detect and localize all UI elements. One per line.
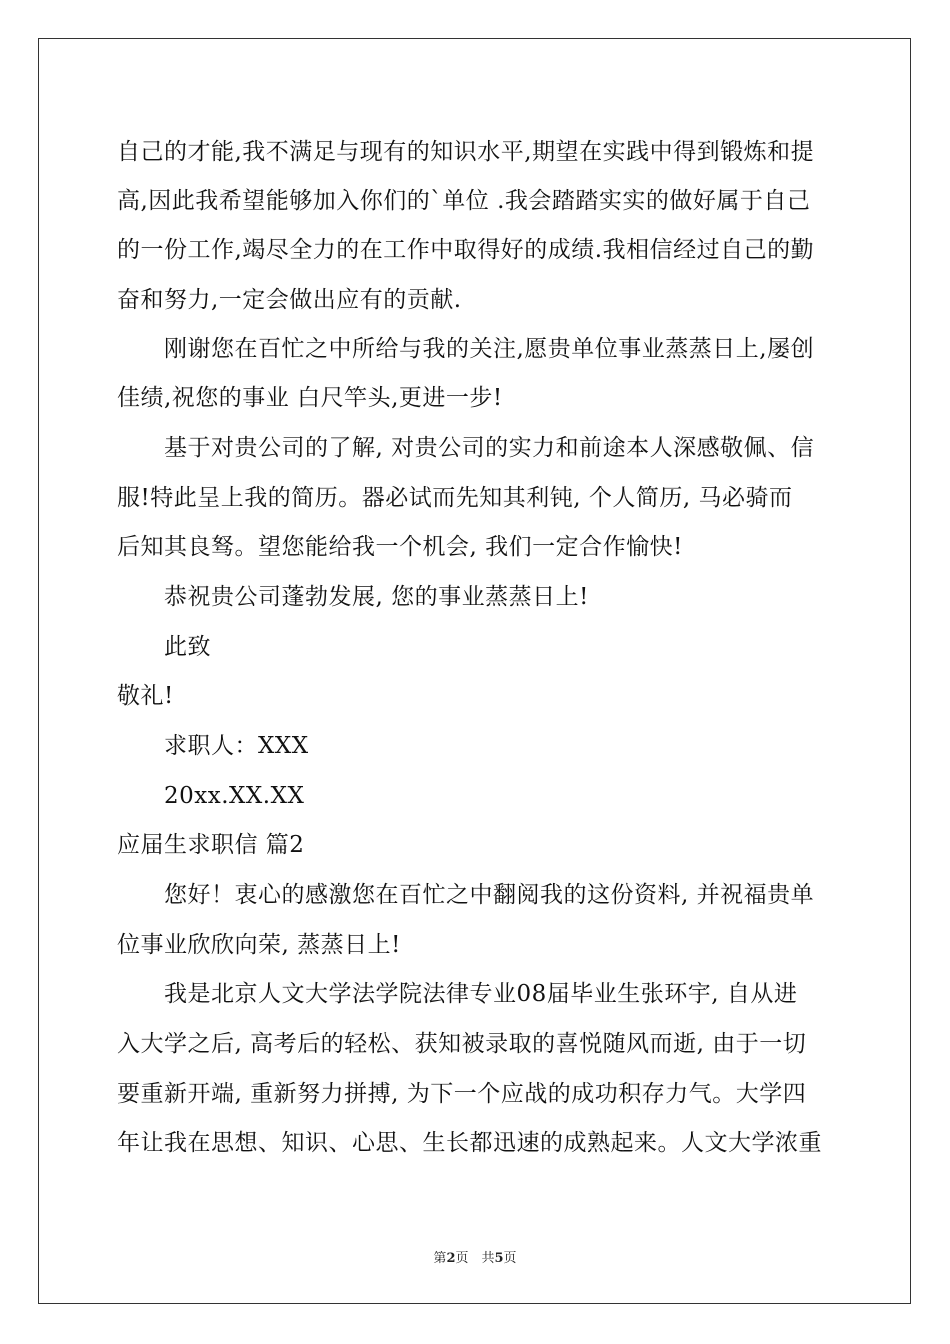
text-line: 自己的才能,我不满足与现有的知识水平,期望在实践中得到锻炼和提 xyxy=(117,139,815,165)
text-line: 入大学之后, 高考后的轻松、获知被录取的喜悦随风而逝, 由于一切 xyxy=(117,1031,807,1057)
salutation-line: 敬礼! xyxy=(117,683,174,709)
paragraph-start: 基于对贵公司的了解, 对贵公司的实力和前途本人深感敬佩、信 xyxy=(164,435,815,461)
paragraph-start: 恭祝贵公司蓬勃发展, 您的事业蒸蒸日上! xyxy=(164,584,589,610)
text-line: 佳绩,祝您的事业 白尺竿头,更进一步! xyxy=(117,385,503,411)
text-line: 位事业欣欣向荣, 蒸蒸日上! xyxy=(117,932,401,958)
paragraph-start: 您好！衷心的感激您在百忙之中翻阅我的这份资料, 并祝福贵单 xyxy=(164,882,815,908)
section-heading: 应届生求职信 篇2 xyxy=(117,832,305,858)
total-page-number: 5 xyxy=(494,1251,504,1266)
applicant-line: 求职人：XXX xyxy=(164,733,309,759)
text-line: 要重新开端, 重新努力拼搏, 为下一个应战的成功积存力气。大学四 xyxy=(117,1081,807,1107)
current-page-number: 2 xyxy=(446,1251,456,1266)
text-line: 高,因此我希望能够加入你们的`单位 .我会踏踏实实的做好属于自己 xyxy=(117,188,811,214)
paragraph-start: 我是北京人文大学法学院法律专业08届毕业生张环宇, 自从进 xyxy=(164,981,798,1007)
page-border xyxy=(38,38,911,1304)
footer-mid: 页 共 xyxy=(455,1251,495,1266)
date-line: 20xx.XX.XX xyxy=(164,783,305,809)
text-line: 奋和努力,一定会做出应有的贡献. xyxy=(117,287,462,313)
footer-suffix: 页 xyxy=(503,1251,517,1266)
text-line: 服!特此呈上我的简历。器必试而先知其利钝, 个人简历, 马必骑而 xyxy=(117,485,793,511)
footer-prefix: 第 xyxy=(433,1251,447,1266)
text-line: 后知其良驽。望您能给我一个机会, 我们一定合作愉快! xyxy=(117,534,683,560)
text-line: 的一份工作,竭尽全力的在工作中取得好的成绩.我相信经过自己的勤 xyxy=(117,237,815,263)
page-footer xyxy=(0,1247,950,1266)
text-line: 年让我在思想、知识、心思、生长都迅速的成熟起来。人文大学浓重 xyxy=(117,1130,822,1156)
paragraph-start: 刚谢您在百忙之中所给与我的关注,愿贵单位事业蒸蒸日上,屡创 xyxy=(164,336,815,362)
closing-line: 此致 xyxy=(164,634,211,660)
